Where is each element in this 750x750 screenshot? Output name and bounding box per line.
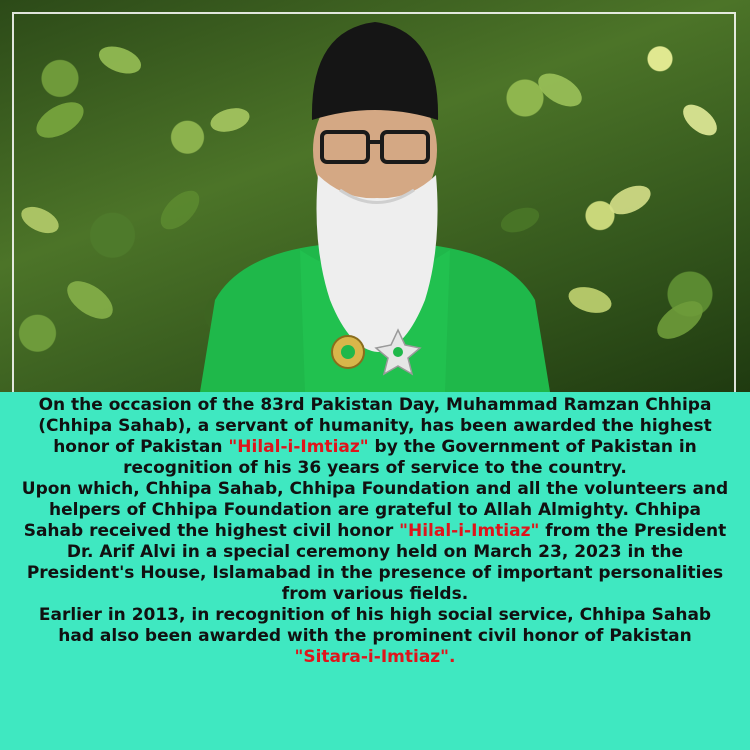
paragraph-ceremony	[20, 479, 730, 605]
paragraph-earlier-award	[20, 605, 730, 668]
award-name-hilal: "Hilal-i-Imtiaz"	[228, 437, 369, 457]
paragraph-3-text: Earlier in 2013, in recognition of his high social service, Chhipa Sahab had also been awarded with the prominent civil honor of Pakistan	[38, 605, 712, 646]
paragraph-award	[20, 395, 730, 479]
text-panel	[0, 392, 750, 750]
award-name-sitara: "Sitara-i-Imtiaz".	[294, 647, 456, 667]
paragraph-2-text: Upon which, Chhipa Sahab, Chhipa Foundation and all the volunteers and helpers of Chhipa Foundation are grateful to Allah Almighty. Chhipa Sahab received the highest civil honor	[21, 479, 729, 541]
announcement-text	[20, 395, 730, 668]
paragraph-2-text-end: from the President Dr. Arif Alvi in a special ceremony held on March 23, 2023 in the President's House, Islamabad in the presence of important personalities from various fields.	[26, 521, 727, 604]
paragraph-1-text-end: by the Government of Pakistan in recognition of his 36 years of service to the country.	[123, 437, 697, 478]
award-name-hilal-2: "Hilal-i-Imtiaz"	[399, 521, 540, 541]
paragraph-1-text: On the occasion of the 83rd Pakistan Day, Muhammad Ramzan Chhipa (Chhipa Sahab), a servant of humanity, has been awarded the highest honor of Pakistan	[38, 395, 712, 457]
